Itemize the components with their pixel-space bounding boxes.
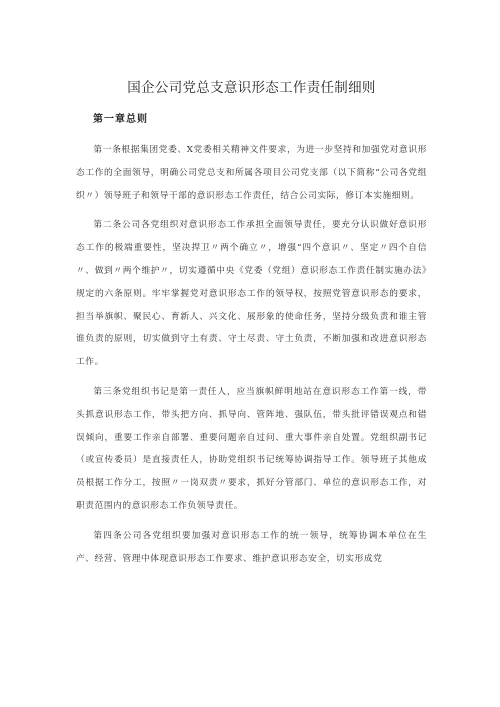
article-paragraph-3: 第三条党组织书记是第一责任人，应当旗帜鲜明地站在意识形态工作第一线，带头抓意识形态工作，带头把方向、抓导向、管阵地、强队伍，带头批评错误观点和错误倾向，重要工作亲自部署、重要问题亲自过问、重大事件亲自处置。党组织副书记（或宣传委员）是直接责任人，协助党组织书记统筹协调指导工作。领导班子其他成员根据工作分工，按照〃一岗双责〃要求，抓好分管部门、单位的意识形态工作，对职责范围内的意识形态工作负领导责任。 xyxy=(76,386,427,511)
article-paragraph-1: 第一条根据集团党委、X党委相关精神文件要求，为进一步坚持和加强党对意识形态工作的全面领导，明确公司党总支和所属各项目公司党支部（以下简称“公司各党组织〃）领导班子和领导干部的意识形态工作责任，结合公司实际，修订本实施细则。 xyxy=(76,145,427,201)
article-paragraph-4: 第四条公司各党组织要加强对意识形态工作的统一领导，统筹协调本单位在生产、经营、管理中体现意识形态工作要求、维护意识形态安全，切实形成党 xyxy=(76,530,427,564)
document-title: 国企公司党总支意识形态工作责任制细则 xyxy=(127,80,376,96)
chapter-heading: 第一章总则 xyxy=(93,114,148,125)
article-paragraph-2: 第二条公司各党组织对意识形态工作承担全面领导责任，要充分认识做好意识形态工作的极端重要性，坚决捍卫〃两个确立〃，增强“四个意识〃、坚定〃四个自信〃、做到〃两个维护〃，切实遵循中央《党委（党组）意识形态工作责任制实施办法》规定的六条原则。牢牢掌握党对意识形态工作的领导权，按照党管意识形态的要求，担当举旗帜、聚民心、育新人、兴文化、展形象的使命任务，坚持分级负责和谁主管谁负责的原则，切实做到守土有责、守土尽责、守土负责，不断加强和改进意识形态工作。 xyxy=(76,220,427,368)
